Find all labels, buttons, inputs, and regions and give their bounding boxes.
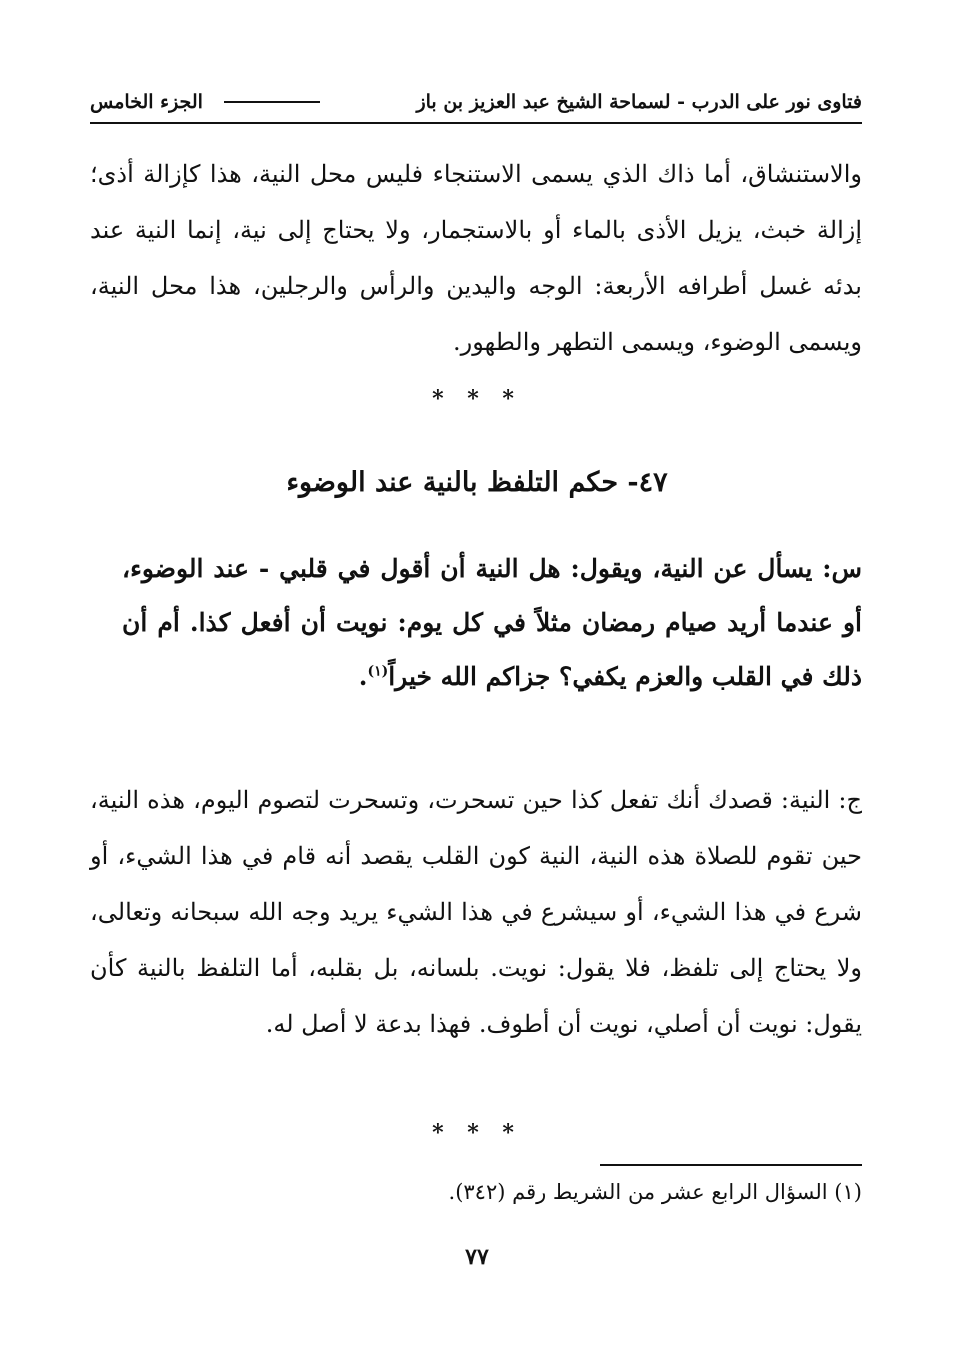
section-separator-top: * * * [432,386,522,412]
answer-paragraph: ج: النية: قصدك أنك تفعل كذا حين تسحرت، وتسحرت لتصوم اليوم، هذه النية، حين تقوم للصلاة هذه النية، النية كون القلب يقصد أنه قام في هذا الشيء، أو شرع في هذا الشيء، أو سيشرع في هذا الشيء يريد وجه الله سبحانه وتعالى، ولا يحتاج إلى تلفظ، فلا يقول: نويت. بلسانه، بل بقلبه، أما التلفظ بالنية كأن يقول: نويت أن أصلي، نويت أن أطوف. فهذا بدعة لا أصل له. [90,786,863,1038]
question-end: . [358,662,368,691]
running-header [90,82,862,124]
continuation-paragraph: والاستنشاق، أما ذاك الذي يسمى الاستنجاء فليس محل النية، هذا كإزالة أذى؛ إزالة خبث، يزيل الأذى بالماء أو بالاستجمار، ولا يحتاج إلى نية، إنما النية عند بدئه غسل أطرافه الأربعة: الوجه واليدين والرأس والرجلين، هذا محل النية، ويسمى الوضوء، ويسمى التطهر والطهور. [90,160,862,356]
question-paragraph [122,542,862,704]
section-heading: ٤٧- حكم التلفظ بالنية عند الوضوء [286,467,668,498]
section-separator-bottom: * * * [432,1120,522,1146]
footnote: (١) السؤال الرابع عشر من الشريط رقم (٣٤٢). [448,1180,862,1204]
question-text: س: يسأل عن النية، ويقول: هل النية أن أقول في قلبي - عند الوضوء، أو عندما أريد صيام رمضان مثلاً في كل يوم: نويت أن أفعل كذا. أم أن ذلك في القلب والعزم يكفي؟ جزاكم الله خيراً [122,554,862,691]
header-rule [224,101,320,103]
page-number: ٧٧ [465,1244,489,1270]
volume-label: الجزء الخامس [90,91,203,113]
footnote-rule [600,1164,862,1166]
footnote-marker: (١) [367,663,389,680]
series-title: فتاوى نور على الدرب - لسماحة الشيخ عبد العزيز بن باز [416,91,862,113]
